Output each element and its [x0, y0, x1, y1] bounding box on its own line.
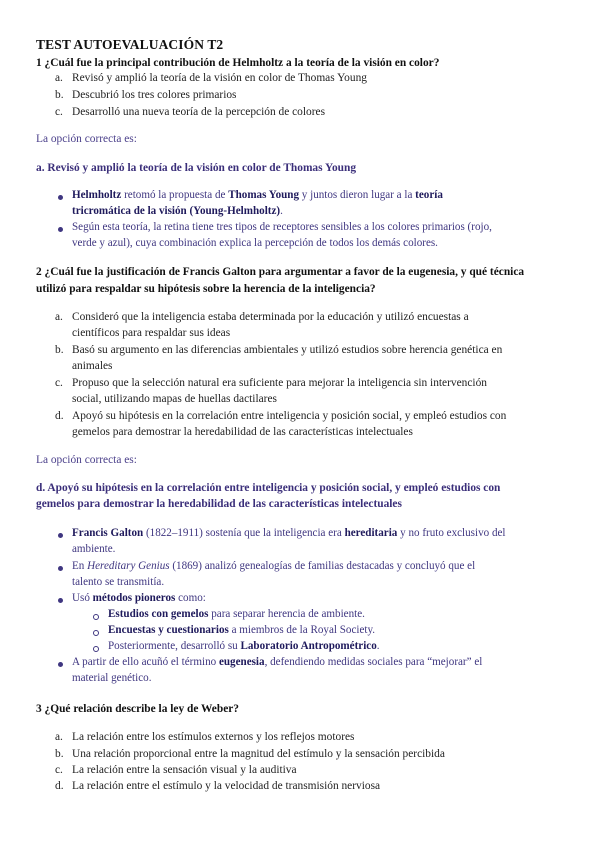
q1-bullet-2-line-2: verde y azul), cuya combinación explica la percepción de todos los demás colores.	[72, 237, 438, 249]
q3-option-c	[55, 764, 297, 776]
bullet-icon	[58, 195, 63, 200]
q2-correct-answer-line-1: d. Apoyó su hipótesis en la correlación entre inteligencia y posición social, y empleó estudios con	[36, 482, 501, 494]
q1-correct-label: La opción correcta es:	[36, 133, 137, 145]
text: a miembros de la Royal Society.	[228, 624, 376, 636]
q2-correct-answer-line-2: gemelos para demostrar la heredabilidad de las características intelectuales	[36, 498, 402, 510]
bold-text: Francis Galton	[72, 527, 144, 539]
q2-option-b	[55, 344, 502, 356]
text: para separar herencia de ambiente.	[208, 608, 365, 620]
option-letter: d.	[55, 780, 64, 792]
q2-bullet-3	[72, 592, 206, 604]
page-title: TEST AUTOEVALUACIÓN T2	[36, 37, 224, 52]
q3-option-a	[55, 731, 354, 743]
option-letter: c.	[55, 764, 63, 776]
option-text: La relación entre los estímulos externos y los reflejos motores	[72, 731, 355, 743]
question-2-line-2: utilizó para respaldar su hipótesis sobre la herencia de la inteligencia?	[36, 283, 376, 295]
bold-text: hereditaria	[344, 527, 398, 539]
q1-option-c	[55, 106, 325, 118]
text: (1869) analizó genealogías de familias destacadas y concluyó que el	[169, 560, 476, 572]
question-1: 1 ¿Cuál fue la principal contribución de Helmholtz a la teoría de la visión en color?	[36, 57, 440, 69]
bold-text: teoría	[415, 189, 443, 201]
text: .	[376, 640, 380, 652]
text: (1822–1911) sostenía que la inteligencia era	[143, 527, 345, 539]
q2-bullet-1-line-1	[72, 527, 506, 539]
option-letter: c.	[55, 106, 63, 118]
q2-option-c-line-2: social, utilizando mapas de huellas dactilares	[72, 393, 277, 405]
q1-option-b	[55, 89, 237, 101]
option-letter: b.	[55, 344, 64, 356]
text: y juntos dieron lugar a la	[299, 189, 416, 201]
option-letter: c.	[55, 377, 63, 389]
q2-option-a-line-2: científicos para respaldar sus ideas	[72, 327, 231, 339]
option-text: La relación entre la sensación visual y la auditiva	[72, 764, 297, 776]
option-text: Consideró que la inteligencia estaba determinada por la educación y utilizó encuestas a	[72, 311, 469, 323]
text: y no fruto exclusivo del	[397, 527, 506, 539]
option-text: Descubrió los tres colores primarios	[72, 89, 237, 101]
q2-bullet-4-line-1	[72, 656, 482, 668]
bold-text: Laboratorio Antropométrico	[240, 640, 377, 652]
q2-correct-label: La opción correcta es:	[36, 454, 137, 466]
text: como:	[175, 592, 206, 604]
q2-bullet-2-line-2: talento se transmitía.	[72, 576, 165, 588]
text: A partir de ello acuñó el término	[72, 656, 219, 668]
q2-bullet-2-line-1	[72, 560, 475, 572]
option-text: La relación entre el estímulo y la velocidad de transmisión nerviosa	[72, 780, 381, 792]
text: Posteriormente, desarrolló su	[108, 640, 241, 652]
text: .	[280, 205, 283, 217]
sub-bullet-icon	[93, 614, 99, 620]
option-letter: b.	[55, 748, 64, 760]
sub-bullet-icon	[93, 630, 99, 636]
sub-bullet-icon	[93, 646, 99, 652]
bullet-icon	[58, 533, 63, 538]
q2-sub-bullet-3	[108, 640, 380, 652]
option-letter: a.	[55, 731, 63, 743]
text: Usó	[72, 592, 93, 604]
q2-option-d	[55, 410, 506, 422]
bullet-icon	[58, 566, 63, 571]
bold-text: Estudios con gemelos	[108, 608, 209, 620]
option-text: Propuso que la selección natural era suficiente para mejorar la inteligencia sin intervención	[72, 377, 487, 389]
option-text: Basó su argumento en las diferencias ambientales y utilizó estudios sobre herencia genética en	[72, 344, 503, 356]
bold-text: Thomas Young	[228, 189, 300, 201]
text: retomó la propuesta de	[121, 189, 229, 201]
q2-sub-bullet-2	[108, 624, 375, 636]
bullet-icon	[58, 662, 63, 667]
option-text: Desarrolló una nueva teoría de la percepción de colores	[72, 106, 326, 118]
option-letter: a.	[55, 72, 63, 84]
q3-option-d	[55, 780, 380, 792]
q1-bullet-1-line-1	[72, 189, 443, 201]
bold-text: Encuestas y cuestionarios	[108, 624, 229, 636]
q2-option-b-line-2: animales	[72, 360, 113, 372]
q2-option-c	[55, 377, 487, 389]
option-letter: a.	[55, 311, 63, 323]
option-text: Una relación proporcional entre la magnitud del estímulo y la sensación percibida	[72, 748, 445, 760]
q2-sub-bullet-1	[108, 608, 365, 620]
q1-correct-answer: a. Revisó y amplió la teoría de la visión en color de Thomas Young	[36, 162, 357, 174]
q2-option-d-line-2: gemelos para demostrar la heredabilidad de las características intelectuales	[72, 426, 413, 438]
q2-bullet-1-line-2: ambiente.	[72, 543, 116, 555]
q2-option-a	[55, 311, 469, 323]
text: , defendiendo medidas sociales para “mejorar” el	[264, 656, 483, 668]
option-text: Apoyó su hipótesis en la correlación entre inteligencia y posición social, y empleó estudios con	[72, 410, 507, 422]
bold-text: métodos pioneros	[92, 592, 176, 604]
q2-bullet-4-line-2: material genético.	[72, 672, 152, 684]
bold-text: eugenesia	[218, 656, 265, 668]
q1-option-a	[55, 72, 367, 84]
bullet-icon	[58, 227, 63, 232]
option-letter: b.	[55, 89, 64, 101]
bold-text: Helmholtz	[72, 189, 122, 201]
text: En	[72, 560, 88, 572]
question-2-line-1: 2 ¿Cuál fue la justificación de Francis Galton para argumentar a favor de la eugenesia, y qué técnica	[36, 266, 525, 278]
q3-option-b	[55, 748, 445, 760]
italic-text: Hereditary Genius	[87, 560, 170, 572]
bullet-icon	[58, 598, 63, 603]
option-letter: d.	[55, 410, 64, 422]
bold-text: tricromática de la visión (Young-Helmholtz)	[72, 205, 281, 217]
q1-bullet-1-line-2	[72, 205, 283, 217]
option-text: Revisó y amplió la teoría de la visión en color de Thomas Young	[72, 72, 367, 84]
q1-bullet-2-line-1: Según esta teoría, la retina tiene tres tipos de receptores sensibles a los colores primarios (rojo,	[72, 221, 492, 233]
question-3: 3 ¿Qué relación describe la ley de Weber?	[36, 703, 240, 715]
